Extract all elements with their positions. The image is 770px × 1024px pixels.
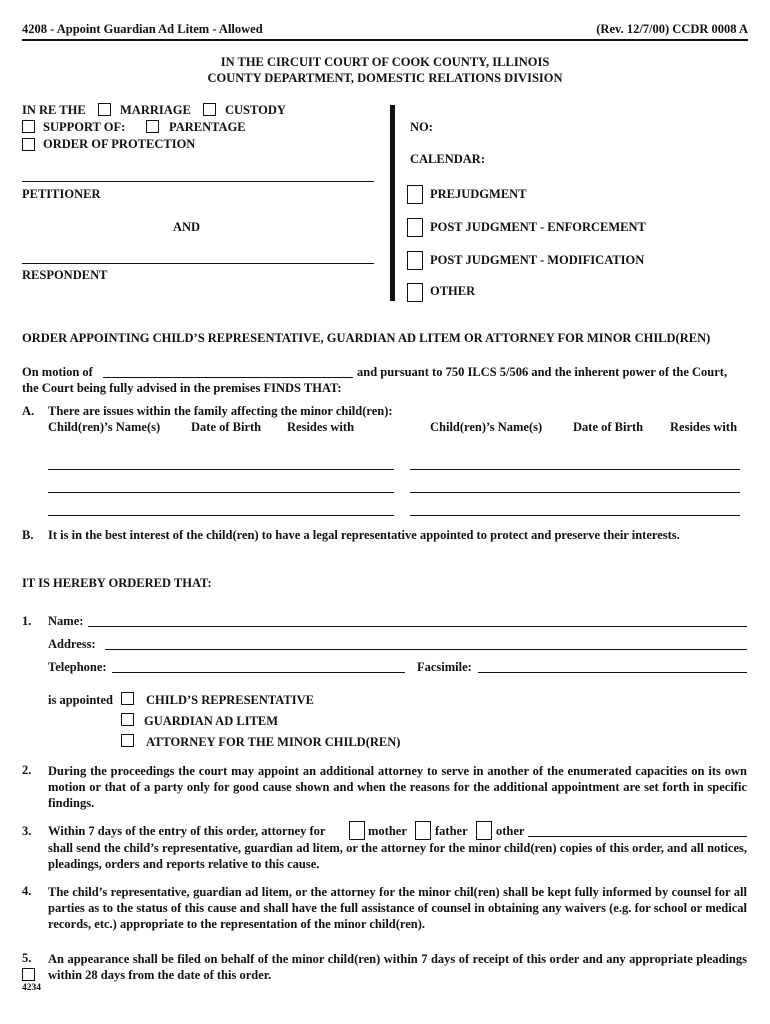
marriage-label: MARRIAGE <box>120 103 191 117</box>
and-label: AND <box>173 220 201 234</box>
motion-party-line[interactable] <box>103 377 353 378</box>
guardian-ad-litem-checkbox[interactable] <box>121 713 134 726</box>
custody-label: CUSTODY <box>225 103 286 117</box>
post-judgment-modification-label: POST JUDGMENT - MODIFICATION <box>430 253 645 267</box>
father-label: father <box>435 824 468 838</box>
item-2-num: 2. <box>22 763 32 777</box>
custody-checkbox[interactable] <box>203 103 216 116</box>
parentage-checkbox[interactable] <box>146 120 159 133</box>
post-judgment-modification-checkbox[interactable] <box>407 251 423 270</box>
post-judgment-enforcement-checkbox[interactable] <box>407 218 423 237</box>
father-checkbox[interactable] <box>415 821 431 840</box>
finding-b-label: B. <box>22 528 34 542</box>
petitioner-line[interactable] <box>22 181 374 182</box>
address-field[interactable] <box>105 649 747 650</box>
order-title: ORDER APPOINTING CHILD’S REPRESENTATIVE, GUARDIAN AD LITEM OR ATTORNEY FOR MINOR CHILD(REN) <box>22 331 711 345</box>
attorney-minor-checkbox[interactable] <box>121 734 134 747</box>
child-row-line[interactable] <box>48 492 394 493</box>
other-party-label: other <box>496 824 525 838</box>
telephone-field[interactable] <box>112 672 405 673</box>
respondent-label: RESPONDENT <box>22 268 108 282</box>
item-4-num: 4. <box>22 884 32 898</box>
name-label: Name: <box>48 614 84 628</box>
post-judgment-enforcement-label: POST JUDGMENT - ENFORCEMENT <box>430 220 646 234</box>
in-re-label: IN RE THE <box>22 103 86 117</box>
form-title: 4208 - Appoint Guardian Ad Litem - Allowed <box>22 22 263 36</box>
item-5-num: 5. <box>22 951 32 965</box>
facsimile-field[interactable] <box>478 672 747 673</box>
col-resides-right: Resides with <box>670 420 738 434</box>
telephone-label: Telephone: <box>48 660 107 674</box>
other-party-checkbox[interactable] <box>476 821 492 840</box>
caption-divider <box>390 105 395 301</box>
court-line-2: COUNTY DEPARTMENT, DOMESTIC RELATIONS DIVISION <box>207 71 563 85</box>
child-row-line[interactable] <box>410 469 740 470</box>
petitioner-label: PETITIONER <box>22 187 101 201</box>
revision-code: (Rev. 12/7/00) CCDR 0008 A <box>596 22 748 36</box>
order-of-protection-checkbox[interactable] <box>22 138 35 151</box>
item-5-checkbox[interactable] <box>22 968 35 981</box>
child-row-line[interactable] <box>410 515 740 516</box>
motion-lead: On motion of <box>22 365 93 379</box>
child-row-line[interactable] <box>48 515 394 516</box>
marriage-checkbox[interactable] <box>98 103 111 116</box>
support-of-checkbox[interactable] <box>22 120 35 133</box>
finding-a-label: A. <box>22 404 35 418</box>
footer-code: 4234 <box>22 983 41 993</box>
col-child-name-right: Child(ren)’s Name(s) <box>430 420 543 434</box>
item-4-text: The child’s representative, guardian ad litem, or the attorney for the minor chil(ren) shall be kept fully informed by counsel for all parties as to the status of this cause and shall have the full assistance of counsel in obtaining any waivers (e.g. for school or medical records, etc.) appropriate to the representation of the minor child(ren). <box>48 885 747 931</box>
child-row-line[interactable] <box>410 492 740 493</box>
ordered-heading: IT IS HEREBY ORDERED THAT: <box>22 576 212 590</box>
motion-findings: the Court being fully advised in the premises FINDS THAT: <box>22 381 342 395</box>
case-number-label: NO: <box>410 120 433 134</box>
respondent-line[interactable] <box>22 263 374 264</box>
finding-a-text: There are issues within the family affecting the minor child(ren): <box>48 404 393 418</box>
other-party-field[interactable] <box>528 836 747 837</box>
order-of-protection-label: ORDER OF PROTECTION <box>43 137 196 151</box>
calendar-label: CALENDAR: <box>410 152 485 166</box>
court-line-1: IN THE CIRCUIT COURT OF COOK COUNTY, ILLINOIS <box>220 55 550 69</box>
other-checkbox[interactable] <box>407 283 423 302</box>
item-3-num: 3. <box>22 824 32 838</box>
support-of-label: SUPPORT OF: <box>43 120 126 134</box>
is-appointed-label: is appointed <box>48 693 113 707</box>
childs-representative-checkbox[interactable] <box>121 692 134 705</box>
item-3-text: shall send the child’s representative, guardian ad litem, or the attorney for the minor child(ren) copies of this order, and all notices, pleadings, orders and reports relative to this cause. <box>48 841 747 871</box>
finding-b-text: It is in the best interest of the child(ren) to have a legal representative appointed to protect and preserve their interests. <box>48 528 680 542</box>
header-rule <box>22 39 748 41</box>
parentage-label: PARENTAGE <box>169 120 246 134</box>
item-3-lead: Within 7 days of the entry of this order, attorney for <box>48 824 326 838</box>
prejudgment-label: PREJUDGMENT <box>430 187 527 201</box>
name-field[interactable] <box>88 626 747 627</box>
col-dob-right: Date of Birth <box>573 420 644 434</box>
other-label: OTHER <box>430 284 476 298</box>
item-5-text: An appearance shall be filed on behalf of the minor child(ren) within 7 days of receipt of this order and any appropriate pleadings within 28 days from the date of this order. <box>48 952 747 982</box>
col-resides-left: Resides with <box>287 420 355 434</box>
col-child-name-left: Child(ren)’s Name(s) <box>48 420 161 434</box>
childs-representative-label: CHILD’S REPRESENTATIVE <box>146 693 314 707</box>
facsimile-label: Facsimile: <box>417 660 472 674</box>
guardian-ad-litem-label: GUARDIAN AD LITEM <box>144 714 279 728</box>
motion-statute: and pursuant to 750 ILCS 5/506 and the inherent power of the Court, <box>357 365 728 379</box>
address-label: Address: <box>48 637 96 651</box>
child-row-line[interactable] <box>48 469 394 470</box>
attorney-minor-label: ATTORNEY FOR THE MINOR CHILD(REN) <box>146 735 401 749</box>
mother-checkbox[interactable] <box>349 821 365 840</box>
item-1-num: 1. <box>22 614 32 628</box>
item-2-text: During the proceedings the court may appoint an additional attorney to serve in another of the enumerated capacities on its own motion or that of a party only for good cause shown and when the reasons for the additional appointment are set forth in specific findings. <box>48 764 747 810</box>
col-dob-left: Date of Birth <box>191 420 262 434</box>
prejudgment-checkbox[interactable] <box>407 185 423 204</box>
mother-label: mother <box>368 824 407 838</box>
